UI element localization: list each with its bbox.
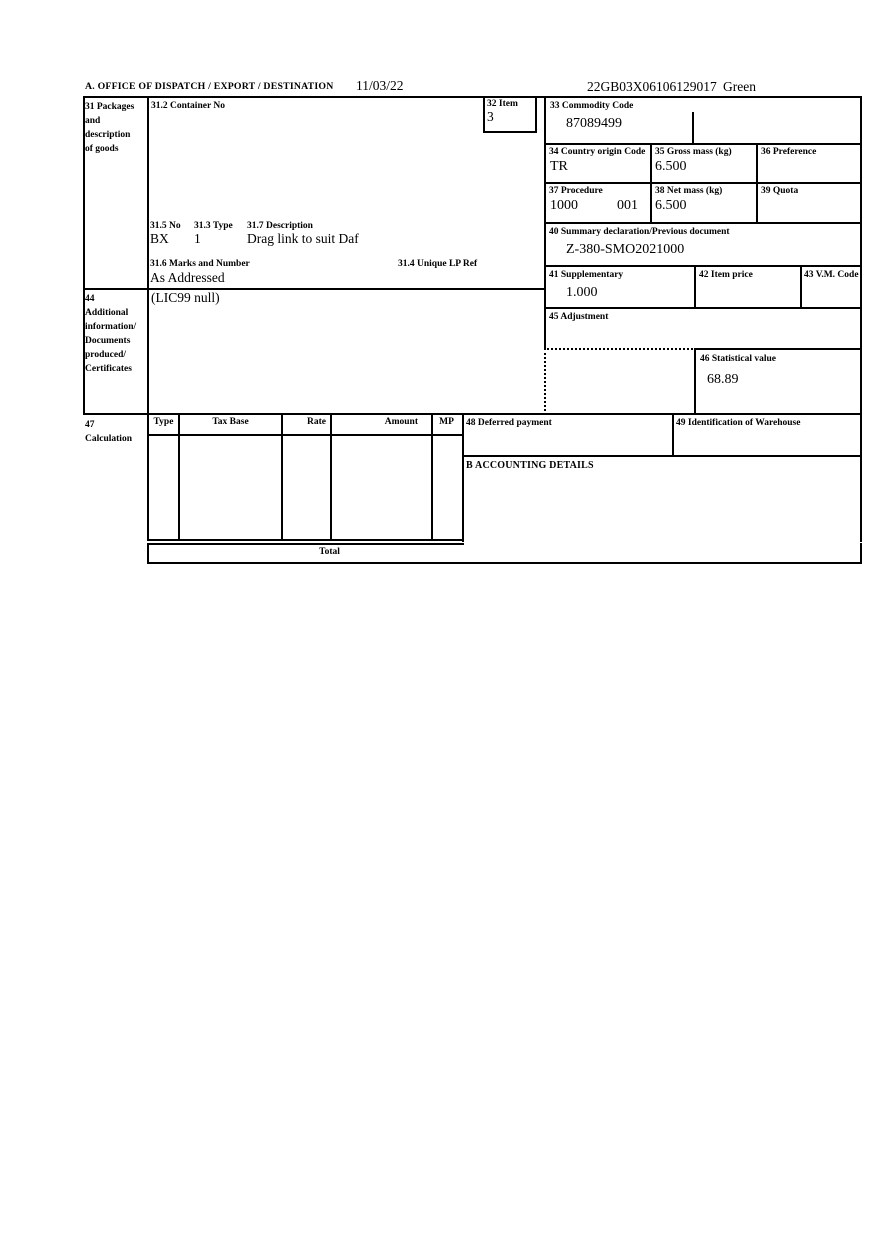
commodity-code-label: 33 Commodity Code <box>550 101 634 111</box>
calculation-table <box>147 413 464 541</box>
column-header-amount: Amount <box>384 417 418 427</box>
column-header-mp: MP <box>439 417 454 427</box>
gross-mass-value: 6.500 <box>655 159 687 174</box>
packages-type-label: 31.3 Type <box>194 221 233 231</box>
item-price-label: 42 Item price <box>699 270 753 280</box>
box45-dotted-left <box>544 348 546 415</box>
column-header-tax-base: Tax Base <box>212 417 249 427</box>
accounting-details-heading: B ACCOUNTING DETAILS <box>466 460 594 471</box>
statistical-value-label: 46 Statistical value <box>700 354 776 364</box>
adjustment-label: 45 Adjustment <box>549 312 609 322</box>
deferred-payment-label: 48 Deferred payment <box>466 418 552 428</box>
procedure-value-2: 001 <box>617 198 638 213</box>
supplementary-label: 41 Supplementary <box>549 270 624 280</box>
additional-information-value: (LIC99 null) <box>151 290 220 305</box>
box47-label: 47 Calculation <box>85 420 132 444</box>
routing-status: Green <box>723 79 756 94</box>
box44-content-cell <box>147 288 546 415</box>
calculation-header-rule <box>147 434 464 436</box>
col-divider-amount <box>431 413 433 541</box>
goods-description-label: 31.7 Description <box>247 221 313 231</box>
col-divider-rate <box>330 413 332 541</box>
statistical-value-value: 68.89 <box>707 372 739 387</box>
column-header-type: Type <box>153 417 174 427</box>
col-divider-type <box>178 413 180 541</box>
warehouse-identification-label: 49 Identification of Warehouse <box>676 418 801 428</box>
item-number-value: 3 <box>487 109 494 124</box>
container-no-label: 31.2 Container No <box>151 101 225 111</box>
net-mass-label: 38 Net mass (kg) <box>655 186 723 196</box>
country-origin-value: TR <box>550 159 568 174</box>
box31-label: 31 Packages and description of goods <box>85 102 135 154</box>
box44-label: 44 Additional information/ Documents produced/ Certificates <box>85 294 137 374</box>
goods-description-value: Drag link to suit Daf <box>247 231 359 246</box>
preference-label: 36 Preference <box>761 147 817 157</box>
supplementary-value: 1.000 <box>566 285 598 300</box>
packages-no-value: BX <box>150 231 169 246</box>
office-of-dispatch-heading: A. OFFICE OF DISPATCH / EXPORT / DESTINATION <box>85 81 334 92</box>
declaration-date: 11/03/22 <box>356 78 404 93</box>
col-divider-taxbase <box>281 413 283 541</box>
box45-dotted-bottom <box>544 348 696 350</box>
vm-code-label: 43 V.M. Code <box>804 270 859 280</box>
box33-subdivider <box>692 112 694 145</box>
packages-type-value: 1 <box>194 231 201 246</box>
summary-declaration-label: 40 Summary declaration/Previous document <box>549 227 730 237</box>
item-number-label: 32 Item <box>487 99 518 109</box>
country-origin-label: 34 Country origin Code <box>549 147 646 157</box>
unique-lp-ref-label: 31.4 Unique LP Ref <box>398 259 478 269</box>
total-row-top-rule <box>147 543 464 545</box>
marks-and-number-label: 31.6 Marks and Number <box>150 259 250 269</box>
movement-reference-number: 22GB03X06106129017 <box>587 79 717 94</box>
packages-no-label: 31.5 No <box>150 221 181 231</box>
quota-label: 39 Quota <box>761 186 799 196</box>
marks-and-number-value: As Addressed <box>150 270 225 285</box>
net-mass-value: 6.500 <box>655 198 687 213</box>
total-label: Total <box>319 547 340 557</box>
procedure-label: 37 Procedure <box>549 186 603 196</box>
procedure-value-1: 1000 <box>550 198 578 213</box>
column-header-rate: Rate <box>307 417 326 427</box>
commodity-code-value: 87089499 <box>566 116 622 131</box>
gross-mass-label: 35 Gross mass (kg) <box>655 147 732 157</box>
summary-declaration-value: Z-380-SMO2021000 <box>566 242 685 257</box>
